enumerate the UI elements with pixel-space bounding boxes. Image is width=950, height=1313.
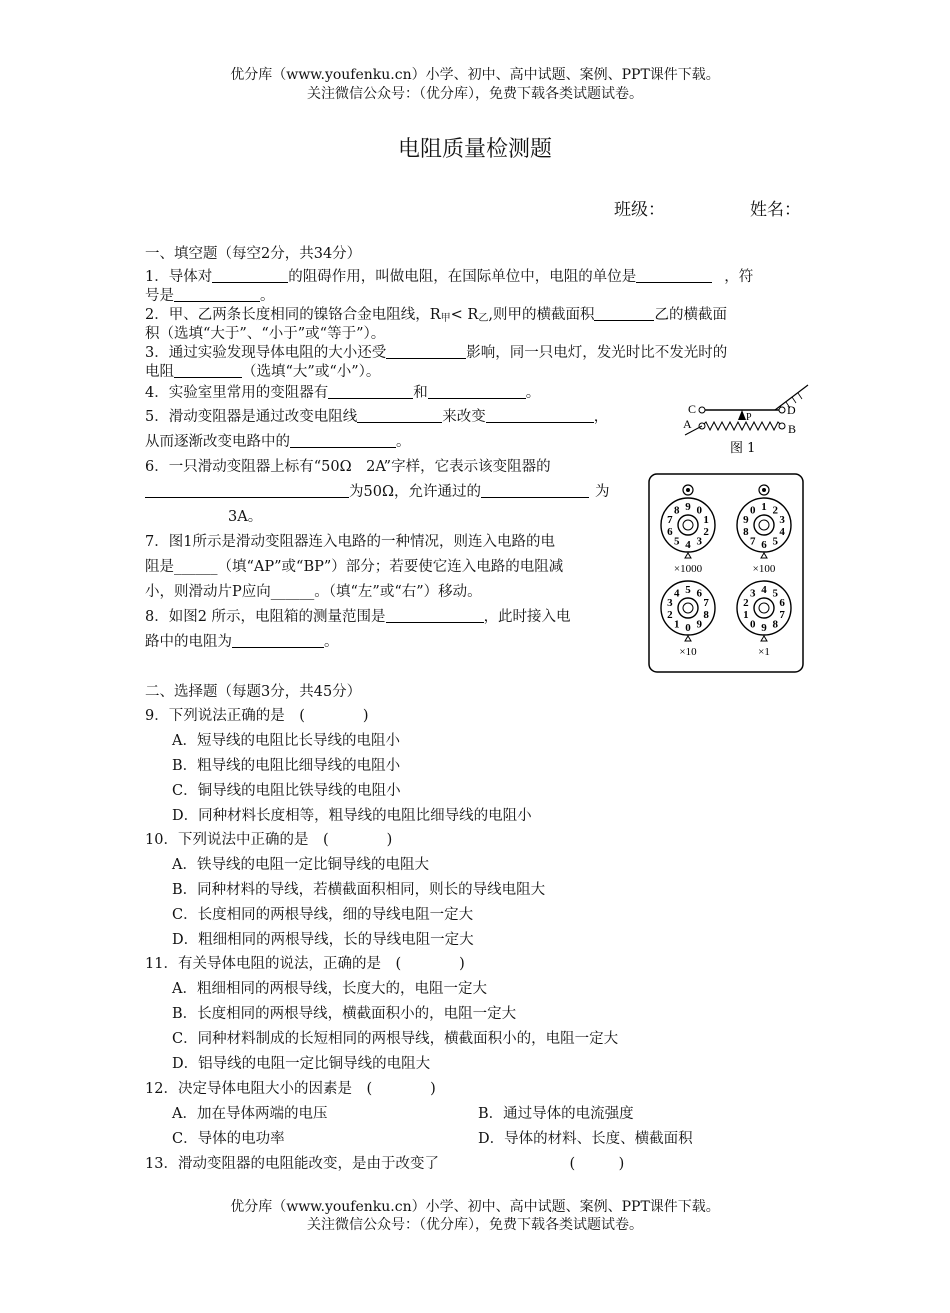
fig2-dial-2-digit-4: 4 [779, 525, 785, 538]
q3-text-b: 影响，同一只电灯，发光时比不发光时的 [466, 345, 728, 361]
fig2-dial-4-digit-8: 8 [772, 618, 778, 631]
question-5-line-1 [145, 405, 608, 426]
fig2-dial-1-digit-6: 6 [667, 525, 673, 538]
q12-option-c: C．导体的电功率 [172, 1131, 285, 1147]
fig1-slider-p [738, 410, 746, 420]
q12-option-d: D．导体的材料、长度、横截面积 [478, 1131, 693, 1147]
q4-text-c: 。 [525, 385, 541, 401]
q10-option-b: B．同种材料的导线，若横截面积相同，则长的导线电阻大 [172, 882, 546, 898]
q1-blank-1 [212, 267, 288, 283]
fig2-dial-2-digit-9: 9 [743, 514, 749, 527]
q2-sub-jia: 甲 [440, 313, 451, 324]
question-1-line-2 [145, 284, 275, 305]
q8-text-c: 路中的电阻为 [145, 634, 232, 650]
fig2-dial-1-digit-7: 7 [667, 514, 673, 527]
q5-text-b: 来改变 [442, 409, 486, 425]
q4-blank-1 [328, 383, 413, 399]
q3-blank-1 [386, 343, 466, 359]
header-line-1: 优分库（www.youfenku.cn）小学、初中、高中试题、案例、PPT课件下载。 [230, 67, 720, 83]
fig2-dial-center-2 [759, 520, 769, 530]
q1-text-b: 的阻碍作用，叫做电阻，在国际单位中，电阻的单位是 [288, 269, 637, 285]
q9-option-a: A．短导线的电阻比长导线的电阻小 [172, 733, 400, 749]
q9-option-c: C．铜导线的电阻比铁导线的电阻小 [172, 783, 401, 799]
fig2-dial-1-digit-9: 9 [685, 501, 691, 513]
question-2-line-1 [145, 303, 727, 324]
fig2-dial-4-digit-7: 7 [779, 608, 785, 621]
fig2-dial-center-1 [683, 520, 693, 530]
q6-blank-2 [481, 482, 589, 498]
fig2-dial-3-digit-8: 8 [703, 608, 709, 621]
q5-text-d: 从而逐渐改变电路中的 [145, 434, 290, 450]
q6-text-c: 为 [594, 484, 610, 500]
figure-1-rheostat [680, 380, 815, 460]
q3-blank-2 [174, 362, 242, 378]
q5-blank-3 [290, 432, 396, 448]
header-line-2: 关注微信公众号：（优分库），免费下载各类试题试卷。 [307, 86, 643, 102]
q5-text-e: 。 [396, 434, 411, 450]
fig2-dial-4-digit-6: 6 [779, 597, 785, 610]
fig2-multiplier-label-1: ×1000 [673, 563, 703, 575]
fig2-dial-1-digit-2: 2 [703, 525, 709, 538]
q6-text-b: 为50Ω，允许通过的 [349, 484, 481, 500]
fig2-dial-1-digit-4: 4 [685, 539, 691, 551]
fig1-label-p: P [746, 412, 752, 423]
fig2-dial-4-digit-1: 1 [743, 608, 749, 621]
fig2-dial-3-digit-1: 1 [674, 618, 680, 631]
q12-option-a: A．加在导体两端的电压 [172, 1106, 328, 1122]
question-2-line-2: 积（选填“大于”、“小于”或“等于”）。 [145, 326, 386, 342]
fig1-terminal-c [699, 407, 705, 413]
q8-text-a: 8．如图2 所示，电阻箱的测量范围是 [145, 609, 386, 625]
fig2-dial-1-digit-0: 0 [696, 504, 702, 517]
question-8-line-1 [145, 605, 571, 626]
q10-option-d: D．粗细相同的两根导线，长的导线电阻一定大 [172, 932, 474, 948]
q2-blank [594, 305, 654, 321]
fig2-dial-4-digit-0: 0 [750, 618, 756, 631]
question-13-stem: 13．滑动变阻器的电阻能改变，是由于改变了 ( ) [145, 1156, 625, 1172]
fig2-multiplier-label-3: ×10 [679, 646, 697, 658]
fig2-dial-3-digit-7: 7 [703, 597, 709, 610]
fig2-dial-3-digit-2: 2 [667, 608, 673, 621]
q5-text-c: ， [593, 409, 609, 425]
q6-blank-1 [145, 482, 349, 498]
section2-heading: 二、选择题（每题3分，共45分） [145, 684, 362, 700]
q10-option-a: A．铁导线的电阻一定比铜导线的电阻大 [172, 857, 429, 873]
q8-blank-2 [232, 632, 324, 648]
name-label: 姓名： [750, 200, 801, 220]
fig1-label-d: D [787, 403, 796, 417]
question-4 [145, 381, 540, 402]
fig2-dial-1-digit-5: 5 [674, 535, 680, 548]
fig2-screw-dot-2 [762, 488, 766, 492]
q9-option-b: B．粗导线的电阻比细导线的电阻小 [172, 758, 401, 774]
figure-2-resistance-box [648, 473, 804, 673]
page-title: 电阻质量检测题 [397, 137, 552, 162]
fig2-dial-4-digit-4: 4 [761, 584, 767, 596]
fig1-label-c: C [688, 402, 697, 416]
fig2-dial-3-digit-5: 5 [685, 584, 691, 596]
q11-option-a: A．粗细相同的两根导线，长度大的，电阻一定大 [172, 981, 487, 997]
section1-heading: 一、填空题（每空2分，共34分） [145, 246, 362, 262]
q5-blank-2 [486, 407, 594, 423]
fig2-multiplier-label-2: ×100 [752, 563, 776, 575]
fig2-dial-3-digit-4: 4 [674, 587, 680, 600]
fig2-dial-2-digit-6: 6 [761, 539, 767, 551]
question-10-stem: 10．下列说法中正确的是 ( ) [145, 832, 393, 848]
fig2-dial-4-digit-9: 9 [761, 622, 767, 634]
q2-text-a: 2．甲、乙两条长度相同的镍铬合金电阻线，R [145, 307, 441, 323]
fig2-dial-1-digit-1: 1 [703, 514, 709, 527]
q4-blank-2 [428, 383, 526, 399]
fig2-screw-dot-1 [686, 488, 690, 492]
fig2-dial-1-digit-3: 3 [696, 535, 702, 548]
q2-text-b: < R [450, 307, 479, 323]
q12-option-b: B．通过导体的电流强度 [478, 1106, 634, 1122]
q2-text-c: ,则甲的横截面积 [488, 307, 595, 323]
q11-option-b: B．长度相同的两根导线，横截面积小的，电阻一定大 [172, 1006, 517, 1022]
q11-option-d: D．铝导线的电阻一定比铜导线的电阻大 [172, 1056, 431, 1072]
question-6-line-3: 3A。 [228, 509, 263, 525]
fig2-dial-4-digit-3: 3 [750, 587, 756, 600]
footer-line-2: 关注微信公众号：（优分库），免费下载各类试题试卷。 [307, 1217, 643, 1233]
fig2-dial-center-4 [759, 603, 769, 613]
fig2-dial-2-digit-1: 1 [761, 501, 767, 513]
footer-line-1: 优分库（www.youfenku.cn）小学、初中、高中试题、案例、PPT课件下载。 [230, 1199, 720, 1215]
q1-blank-3 [174, 286, 260, 302]
q9-option-d: D．同种材料长度相等，粗导线的电阻比细导线的电阻小 [172, 808, 532, 824]
fig2-dial-2-digit-5: 5 [772, 535, 778, 548]
question-8-line-2 [145, 630, 339, 651]
q8-text-b: ，此时接入电 [483, 609, 571, 625]
fig2-dial-center-3 [683, 603, 693, 613]
question-1-line-1 [145, 265, 753, 286]
q8-text-d: 。 [324, 634, 339, 650]
q3-text-c: 电阻 [145, 364, 174, 380]
fig1-caption: 图 1 [730, 441, 756, 456]
q2-text-d: 乙的横截面 [654, 307, 727, 323]
class-label: 班级： [614, 200, 665, 220]
question-3-line-2 [145, 360, 380, 381]
fig2-dial-1-digit-8: 8 [674, 504, 680, 517]
fig2-multiplier-label-4: ×1 [758, 646, 770, 658]
fig2-dial-2-digit-7: 7 [750, 535, 756, 548]
q5-blank-1 [357, 407, 442, 423]
question-7-line-2: 阻是______（填“AP”或“BP”）部分；若要使它连入电路的电阻减 [145, 559, 564, 575]
fig2-dial-3-digit-9: 9 [696, 618, 702, 631]
fig2-dial-2-digit-2: 2 [772, 504, 778, 517]
q3-text-a: 3．通过实验发现导体电阻的大小还受 [145, 345, 387, 361]
q1-text-e: 。 [260, 288, 275, 304]
q1-blank-2 [636, 267, 712, 283]
fig2-dial-3-digit-6: 6 [696, 587, 702, 600]
fig2-dial-3-digit-3: 3 [667, 597, 673, 610]
fig1-terminal-d [779, 407, 785, 413]
fig1-label-a: A [683, 417, 692, 431]
fig2-dial-3-digit-0: 0 [685, 622, 691, 634]
question-3-line-1 [145, 341, 727, 362]
q3-text-d: （选填“大”或“小”）。 [242, 364, 381, 380]
question-7-line-3: 小，则滑动片P应向______。（填“左”或“右”）移动。 [145, 584, 482, 600]
question-7-line-1: 7．图1所示是滑动变阻器连入电路的一种情况，则连入电路的电 [145, 534, 555, 550]
fig2-dial-2-digit-3: 3 [779, 514, 785, 527]
q8-blank-1 [386, 607, 484, 623]
q5-text-a: 5．滑动变阻器是通过改变电阻线 [145, 409, 358, 425]
fig2-dial-4-digit-5: 5 [772, 587, 778, 600]
fig1-label-b: B [788, 422, 797, 436]
q1-text-c: ，符 [724, 269, 754, 285]
question-11-stem: 11．有关导体电阻的说法，正确的是 ( ) [145, 956, 465, 972]
question-9-stem: 9．下列说法正确的是 ( ) [145, 708, 369, 724]
q4-text-b: 和 [413, 385, 428, 401]
question-6-line-1: 6．一只滑动变阻器上标有“50Ω 2A”字样，它表示该变阻器的 [145, 459, 551, 475]
q4-text-a: 4．实验室里常用的变阻器有 [145, 385, 329, 401]
q2-sub-yi: 乙 [478, 313, 489, 324]
fig2-dial-2-digit-0: 0 [750, 504, 756, 517]
question-12-stem: 12．决定导体电阻大小的因素是 ( ) [145, 1081, 436, 1097]
fig1-resistance-coil [702, 422, 782, 430]
fig2-dial-2-digit-8: 8 [743, 525, 749, 538]
fig2-dial-4-digit-2: 2 [743, 597, 749, 610]
question-5-line-2 [145, 430, 411, 451]
q11-option-c: C．同种材料制成的长短相同的两根导线，横截面积小的，电阻一定大 [172, 1031, 619, 1047]
question-6-line-2 [145, 480, 609, 501]
q1-text-a: 1．导体对 [145, 269, 213, 285]
q1-text-d: 号是 [145, 288, 174, 304]
fig1-terminal-b [779, 423, 785, 429]
q10-option-c: C．长度相同的两根导线，细的导线电阻一定大 [172, 907, 474, 923]
